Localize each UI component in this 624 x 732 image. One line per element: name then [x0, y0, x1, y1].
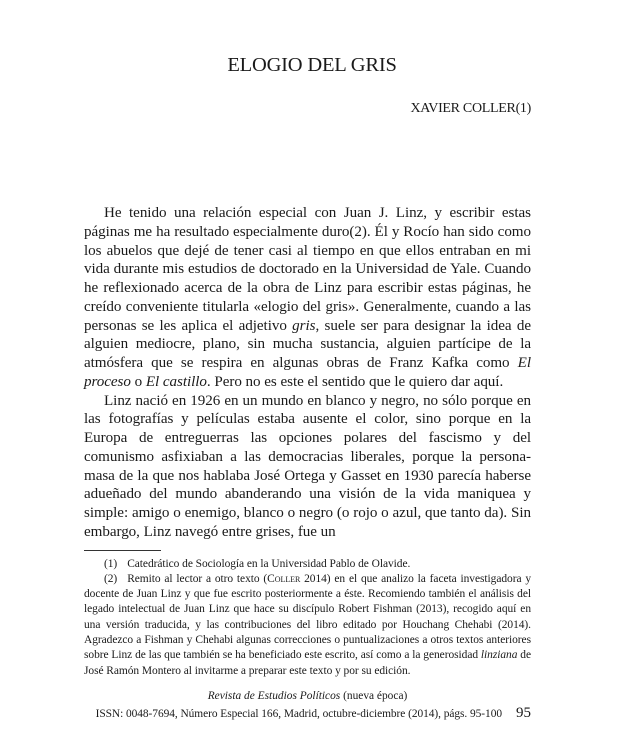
text-run: . Él y Rocío han sido como los abuelos que dejé de tener casi al tiempo en que ellos entraban en mi vida durante mis estudios de doctorado en la Universidad de Yale. Cuando he reflexionado acerca de la obra de Linz para escribir estas páginas, he creído conveniente titularla «elogio del gris». Generalmente, cuando a las personas se les aplica el adjetivo [84, 223, 531, 334]
article-body [84, 204, 531, 542]
text-run: He tenido una relación especial con Juan J. Linz, y escribir estas páginas me ha resultado especialmente duro [84, 205, 531, 240]
text-run: , suele ser para designar la idea de alguien mediocre, plano, sin mucha sustancia, alguien partícipe de la atmósfera que se respira en algunas obras de Franz Kafka como [84, 317, 531, 371]
journal-name: Revista de Estudios Políticos [207, 689, 341, 702]
footnote-2 [84, 572, 531, 679]
footnote-text: Catedrático de Sociología en la Universidad Pablo de Olavide. [127, 557, 411, 570]
journal-edition: (nueva época) [340, 689, 408, 702]
paragraph-1 [84, 204, 531, 392]
italic-term: gris [292, 317, 316, 334]
book-title: El proceso [84, 355, 531, 390]
paragraph-2: Linz nació en 1926 en un mundo en blanco y negro, no sólo porque en las fotografías y películas estaba ausente el color, sino porque en la Europa de entreguerras las opciones polares del fascismo y del comunismo asfixiaban a las democracias liberales, porque la persona-masa de la que nos hablaba José Ortega y Gasset en 1930 parecía haberse adueñado del mundo abanderando una visión de la vida maniquea y simple: amigo o enemigo, blanco o negro (o rojo o azul, que tanto da). Sin embargo, Linz navegó entre grises, fue un [84, 392, 531, 540]
footnote-number: (1) [104, 557, 118, 570]
footer-row [84, 704, 531, 722]
journal-line [84, 689, 531, 704]
footnote-divider [84, 550, 161, 551]
footnote-number: (2) [104, 572, 118, 585]
author-footnote-ref: (1) [515, 101, 531, 116]
article-author [84, 100, 531, 118]
italic-term: linziana [480, 649, 518, 662]
cited-author: Coller [267, 572, 301, 585]
footnote-ref-2: (2) [349, 223, 367, 240]
footnote-text: de José Ramón Montero al invitarme a preparar este texto y por su edición. [84, 649, 531, 677]
footnotes [84, 557, 531, 679]
text-run: o [130, 373, 146, 390]
text-run: . Pero no es este el sentido que le quiero dar aquí. [206, 373, 504, 390]
article-title: ELOGIO DEL GRIS [227, 54, 397, 76]
footnote-1 [84, 557, 531, 572]
page-number: 95 [516, 704, 531, 721]
author-name: XAVIER COLLER [410, 101, 516, 116]
book-title: El castillo [145, 373, 207, 390]
page-footer [84, 689, 531, 722]
footnote-text: 2014) en el que analizo la faceta investigadora y docente de Juan Linz y que fue escrito posteriormente a éste. Recomiendo también el análisis del legado intelectual de Juan Linz que hace su discípulo Robert Fishman (2013), recogido aquí en una versión traducida, y las contribuciones del libro editado por Houchang Chehabi (2014). Agradezco a Fishman y Chehabi algunas correcciones o puntualizaciones a otros textos anteriores sobre Linz de las que también se ha beneficiado este escrito, así como a la generosidad [84, 572, 531, 662]
footnote-text: Remito al lector a otro texto ( [127, 572, 268, 585]
issn-line: ISSN: 0048-7694, Número Especial 166, Madrid, octubre-diciembre (2014), págs. 95-100 [95, 707, 502, 720]
